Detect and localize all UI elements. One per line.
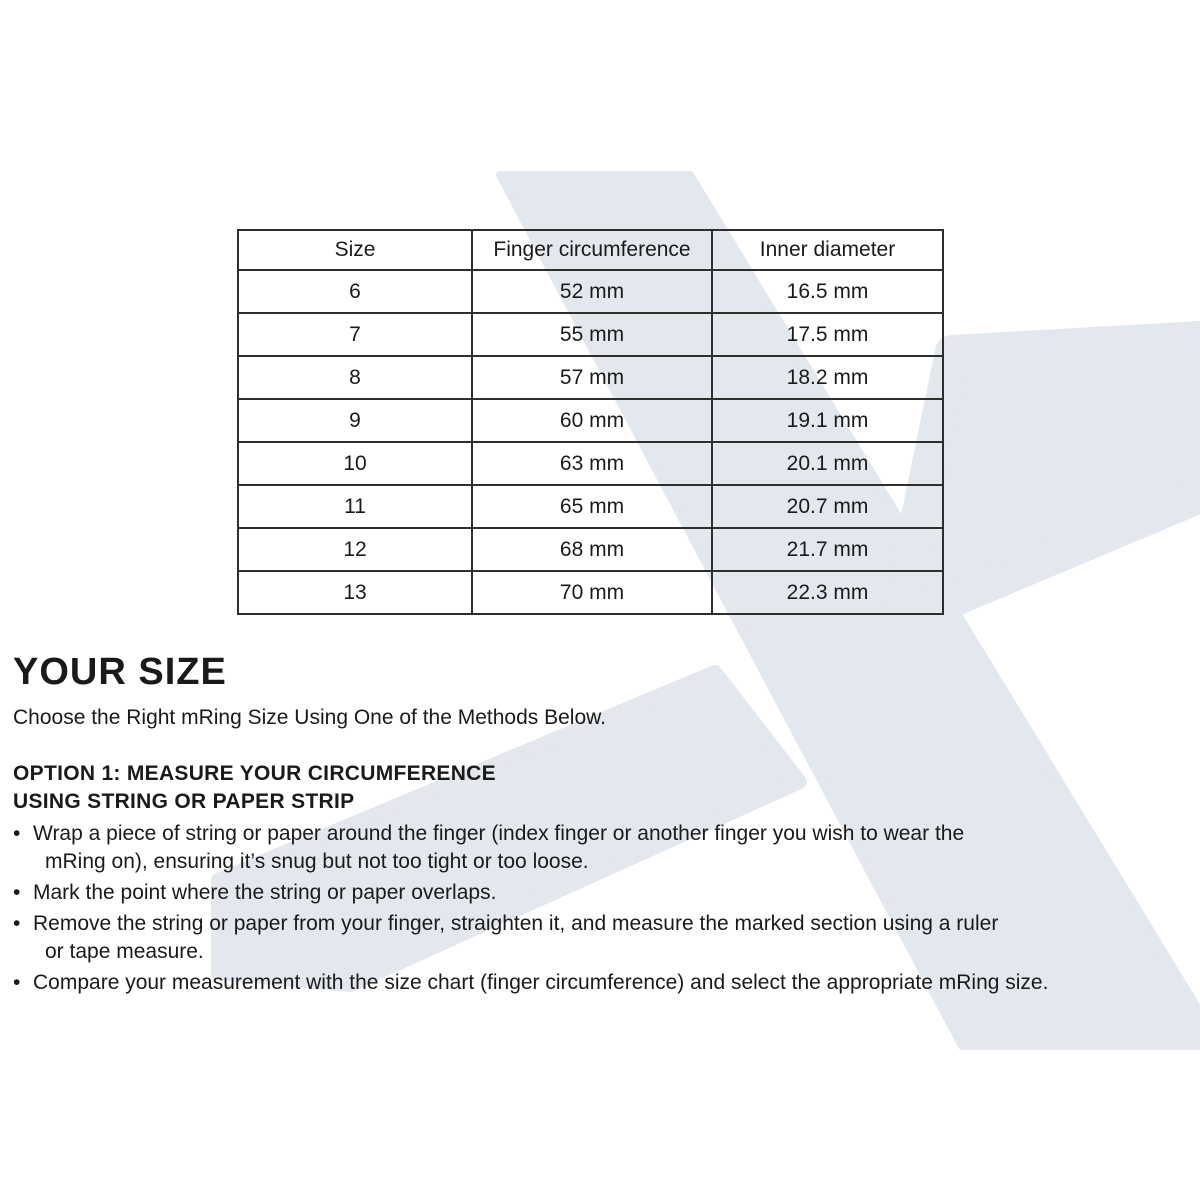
table-row (238, 442, 943, 485)
table-cell: 21.7 mm (712, 528, 943, 571)
option1-heading-line1: OPTION 1: MEASURE YOUR CIRCUMFERENCE (13, 762, 496, 785)
table-cell: 7 (238, 313, 472, 356)
bullet-list (13, 820, 1193, 997)
table-cell: 52 mm (472, 270, 712, 313)
bullet-item (13, 879, 1193, 907)
bullet-item (13, 820, 1193, 876)
bullet-text: Remove the string or paper from your finger, straighten it, and measure the marked section using a ruler (33, 912, 999, 935)
bullet-dot-icon: • (13, 971, 21, 994)
table-cell: 17.5 mm (712, 313, 943, 356)
bullet-item (13, 969, 1193, 997)
table-cell: 8 (238, 356, 472, 399)
table-header-cell: Finger circumference (472, 230, 712, 270)
option1-heading-line2: USING STRING OR PAPER STRIP (13, 790, 355, 813)
table-header-cell: Size (238, 230, 472, 270)
table-cell: 70 mm (472, 571, 712, 614)
size-chart-body (238, 270, 943, 614)
table-cell: 6 (238, 270, 472, 313)
bullet-text-continuation: mRing on), ensuring it’s snug but not too tight or too loose. (45, 850, 589, 873)
table-row (238, 528, 943, 571)
table-cell: 12 (238, 528, 472, 571)
bullet-dot-icon: • (13, 822, 21, 845)
bullet-text-continuation: or tape measure. (45, 940, 204, 963)
table-cell: 11 (238, 485, 472, 528)
size-chart-header (238, 230, 943, 270)
bullet-text: Wrap a piece of string or paper around the finger (index finger or another finger you wish to wear the (33, 822, 965, 845)
table-cell: 18.2 mm (712, 356, 943, 399)
table-cell: 22.3 mm (712, 571, 943, 614)
table-row (238, 571, 943, 614)
subtitle: Choose the Right mRing Size Using One of the Methods Below. (13, 706, 606, 729)
table-cell: 9 (238, 399, 472, 442)
page-title: YOUR SIZE (13, 651, 227, 693)
table-row (238, 399, 943, 442)
table-cell: 10 (238, 442, 472, 485)
table-row (238, 313, 943, 356)
table-cell: 60 mm (472, 399, 712, 442)
option1-heading (13, 760, 1193, 816)
size-chart-table (237, 229, 944, 615)
table-cell: 13 (238, 571, 472, 614)
bullet-dot-icon: • (13, 881, 21, 904)
table-header-row (238, 230, 943, 270)
bullet-text: Compare your measurement with the size chart (finger circumference) and select the appropriate mRing size. (33, 971, 1049, 994)
table-cell: 57 mm (472, 356, 712, 399)
bullet-line (13, 910, 1193, 938)
bullet-line (13, 820, 1193, 848)
table-header-cell: Inner diameter (712, 230, 943, 270)
table-cell: 63 mm (472, 442, 712, 485)
table-row (238, 485, 943, 528)
table-cell: 20.1 mm (712, 442, 943, 485)
table-cell: 68 mm (472, 528, 712, 571)
bullet-dot-icon: • (13, 912, 21, 935)
table-cell: 19.1 mm (712, 399, 943, 442)
table-cell: 65 mm (472, 485, 712, 528)
table-row (238, 356, 943, 399)
table-cell: 20.7 mm (712, 485, 943, 528)
table-row (238, 270, 943, 313)
bullet-line (13, 879, 1193, 907)
table-cell: 55 mm (472, 313, 712, 356)
bullet-text: Mark the point where the string or paper overlaps. (33, 881, 497, 904)
instructions-block (13, 652, 1193, 997)
bullet-line (13, 969, 1193, 997)
bullet-item (13, 910, 1193, 966)
table-cell: 16.5 mm (712, 270, 943, 313)
